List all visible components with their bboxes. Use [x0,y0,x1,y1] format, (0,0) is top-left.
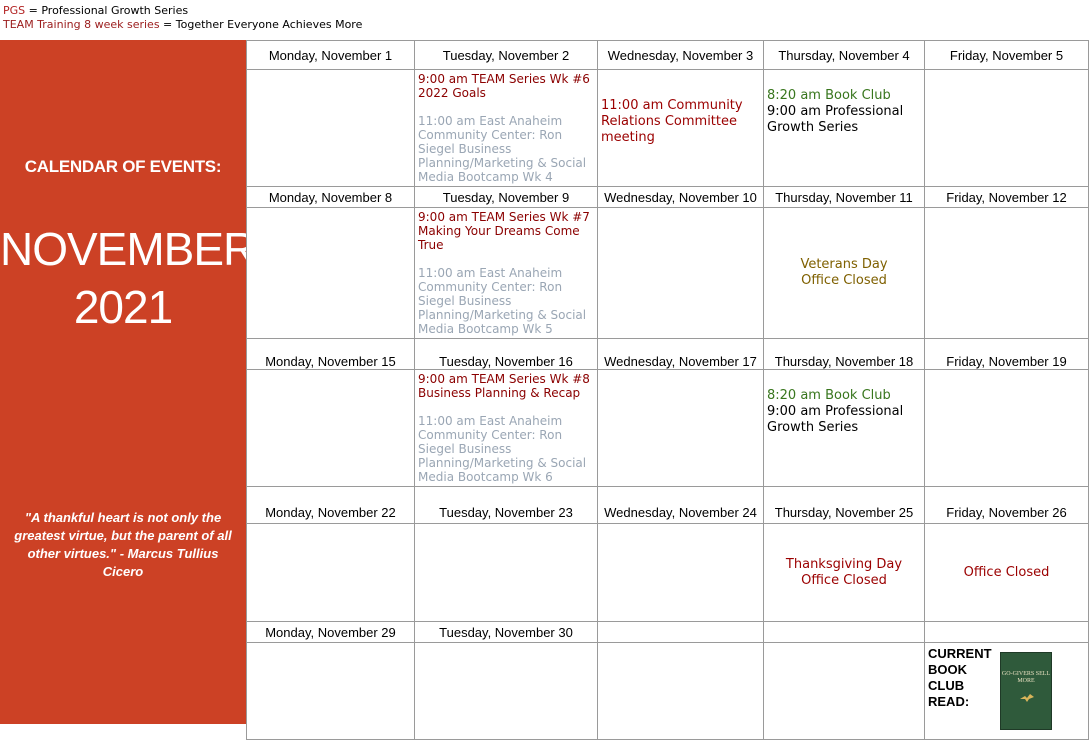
day-header: Wednesday, November 3 [598,41,764,70]
day-cell [415,70,598,187]
week-header-row [247,487,1089,524]
day-header: Monday, November 15 [247,339,415,370]
day-cell [764,370,925,487]
day-cell [925,208,1089,339]
current-book-label: CURRENT BOOK CLUB READ: [928,646,992,709]
bootcamp-event: 11:00 am East Anaheim Community Center: Ron Siegel Business Planning/Marketing & Social Media Bootcamp Wk 6 [418,414,587,484]
day-header [925,622,1089,643]
pgs-event: 9:00 am Professional Growth Series [767,104,904,135]
day-cell [247,208,415,339]
week-body-row [247,370,1089,487]
day-cell [247,70,415,187]
week-header-row [247,339,1089,370]
day-cell [925,370,1089,487]
book-cover-image [1000,652,1052,730]
bootcamp-event: 11:00 am East Anaheim Community Center: Ron Siegel Business Planning/Marketing & Social Media Bootcamp Wk 4 [418,114,587,184]
day-cell [415,208,598,339]
book-club-cell [925,643,1089,740]
team-series-event: 9:00 am TEAM Series Wk #7 Making Your Dreams Come True [418,210,590,252]
day-cell [598,643,764,740]
day-header: Tuesday, November 30 [415,622,598,643]
legend-team: TEAM Training 8 week series = Together Everyone Achieves More [3,18,363,31]
holiday-label: Thanksgiving Day [785,556,903,572]
day-cell [598,370,764,487]
day-cell [925,524,1089,622]
week-header-row [247,41,1089,70]
day-cell [247,524,415,622]
month-heading [0,220,256,336]
day-cell [764,643,925,740]
day-header: Friday, November 26 [925,487,1089,524]
day-cell [925,70,1089,187]
legend [3,4,362,32]
team-series-event: 9:00 am TEAM Series Wk #6 2022 Goals [418,72,590,100]
day-cell [598,208,764,339]
office-closed-label: Office Closed [801,273,887,288]
week-body-row [247,524,1089,622]
team-series-event: 9:00 am TEAM Series Wk #8 Business Planning & Recap [418,372,590,400]
day-header [764,622,925,643]
week-body-row [247,643,1089,740]
book-club-event: 8:20 am Book Club [767,388,891,403]
book-club-event: 8:20 am Book Club [767,88,891,103]
week-header-row [247,622,1089,643]
day-cell [247,643,415,740]
day-header: Monday, November 22 [247,487,415,524]
calendar-title: CALENDAR OF EVENTS: [24,157,222,176]
day-cell [598,70,764,187]
day-header: Tuesday, November 16 [415,339,598,370]
day-header: Thursday, November 18 [764,339,925,370]
day-header: Wednesday, November 24 [598,487,764,524]
bootcamp-event: 11:00 am East Anaheim Community Center: Ron Siegel Business Planning/Marketing & Social Media Bootcamp Wk 5 [418,266,587,336]
day-cell [764,208,925,339]
day-header: Friday, November 5 [925,41,1089,70]
day-cell [415,643,598,740]
day-header [598,622,764,643]
day-header: Monday, November 8 [247,187,415,208]
day-header: Tuesday, November 23 [415,487,598,524]
day-cell [247,370,415,487]
book-cover-title: GO-GIVERS SELL MORE [1001,671,1051,684]
office-closed-label: Office Closed [963,564,1050,580]
sidebar [0,40,256,724]
day-header: Wednesday, November 10 [598,187,764,208]
day-cell [764,70,925,187]
bird-icon [1019,693,1035,703]
legend-pgs: PGS = Professional Growth Series [3,4,189,17]
year: 2021 [73,281,173,333]
calendar-grid [246,40,1089,740]
day-header: Monday, November 1 [247,41,415,70]
day-header: Tuesday, November 2 [415,41,598,70]
week-body-row [247,208,1089,339]
month-name: NOVEMBER [0,223,256,275]
day-header: Thursday, November 25 [764,487,925,524]
day-cell [764,524,925,622]
day-header: Thursday, November 4 [764,41,925,70]
week-header-row [247,187,1089,208]
pgs-event: 9:00 am Professional Growth Series [767,404,904,435]
day-header: Friday, November 19 [925,339,1089,370]
day-header: Thursday, November 11 [764,187,925,208]
day-header: Wednesday, November 17 [598,339,764,370]
committee-event: 11:00 am Community Relations Committee meeting [601,98,743,145]
day-header: Tuesday, November 9 [415,187,598,208]
day-cell [598,524,764,622]
quote: "A thankful heart is not only the greatest virtue, but the parent of all other virtues." - Marcus Tullius Cicero [14,510,232,579]
day-header: Monday, November 29 [247,622,415,643]
day-header: Friday, November 12 [925,187,1089,208]
office-closed-label: Office Closed [801,572,887,588]
day-cell [415,370,598,487]
week-body-row [247,70,1089,187]
day-cell [415,524,598,622]
holiday-label: Veterans Day [800,257,888,272]
